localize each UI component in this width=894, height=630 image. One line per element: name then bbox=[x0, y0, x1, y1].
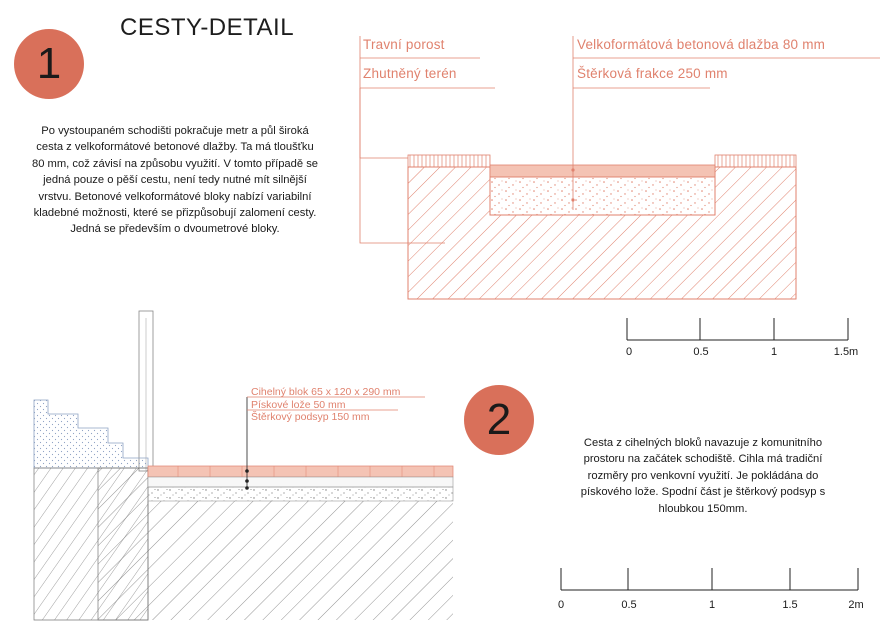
scale-2-tick-15: 1.5 bbox=[782, 599, 798, 611]
leader-grass bbox=[360, 36, 408, 158]
scale-2-tick-05: 0.5 bbox=[621, 599, 637, 611]
label-sand-bed: Pískové lože 50 mm bbox=[251, 399, 346, 411]
sand-bed bbox=[148, 477, 453, 487]
label-paving: Velkoformátová betonová dlažba 80 mm bbox=[577, 37, 826, 52]
label-compacted-terrain: Zhutněný terén bbox=[363, 66, 457, 81]
paving-slab bbox=[490, 165, 715, 177]
stair-column bbox=[98, 468, 148, 620]
section-number-2: 2 bbox=[486, 395, 512, 444]
brick-layer bbox=[148, 466, 453, 477]
scale-bar-1 bbox=[627, 318, 848, 340]
detail-2-section bbox=[34, 311, 453, 620]
scale-2-tick-2: 2m bbox=[848, 599, 864, 611]
scale-1-tick-0: 0 bbox=[625, 346, 633, 358]
scale-1-tick-1: 1 bbox=[770, 346, 778, 358]
scale-1-tick-05: 0.5 bbox=[693, 346, 709, 358]
scale-2-tick-1: 1 bbox=[708, 599, 716, 611]
leader-dot-sand bbox=[245, 479, 249, 483]
scale-2-tick-0: 0 bbox=[557, 599, 565, 611]
section-2-description: Cesta z cihelných bloků navazuje z komunitního prostoru na začátek schodiště. Cihla má tradiční rozměry pro venkovní využití. Je pokládána do pískového lože. Spodní část je štěrkový podsyp s hloubkou 150mm. bbox=[580, 437, 826, 515]
label-brick-block: Cihelný blok 65 x 120 x 290 mm bbox=[251, 386, 401, 398]
soil-hatch-2 bbox=[148, 501, 453, 620]
leader-dot-paving bbox=[571, 168, 574, 171]
label-gravel-subbase: Štěrkový podsyp 150 mm bbox=[251, 411, 370, 423]
label-gravel-fraction: Štěrková frakce 250 mm bbox=[577, 66, 728, 81]
page-title: CESTY-DETAIL bbox=[120, 14, 295, 41]
stair-steps bbox=[34, 400, 148, 468]
gravel-subbase bbox=[148, 487, 453, 501]
gravel-bed-1 bbox=[490, 177, 715, 215]
scale-1-tick-15: 1.5m bbox=[833, 346, 859, 358]
section-1-description: Po vystoupaném schodišti pokračuje metr a půl široká cesta z velkoformátové betonové dlažby. Ta má tloušťku 80 mm, což závisí na způsobu využití. V tomto případě se jedná pouze o pěší cestu, není tedy nutné mít silnější vrstvu. Betonové velkoformátové bloky nabízí variabilní kladebné možnosti, které se přizpůsobují zalomení cesty. Jedná se především o dvoumetrové bloky. bbox=[31, 125, 319, 236]
label-grass: Travní porost bbox=[363, 37, 445, 52]
leader-dot-gravel bbox=[571, 198, 574, 201]
section-number-1: 1 bbox=[36, 39, 62, 88]
grass-strip-left bbox=[408, 155, 490, 167]
grass-strip-right bbox=[715, 155, 796, 167]
scale-bar-2 bbox=[561, 568, 858, 590]
leader-dot-gravel-2 bbox=[245, 486, 249, 490]
leader-dot-brick bbox=[245, 469, 249, 473]
